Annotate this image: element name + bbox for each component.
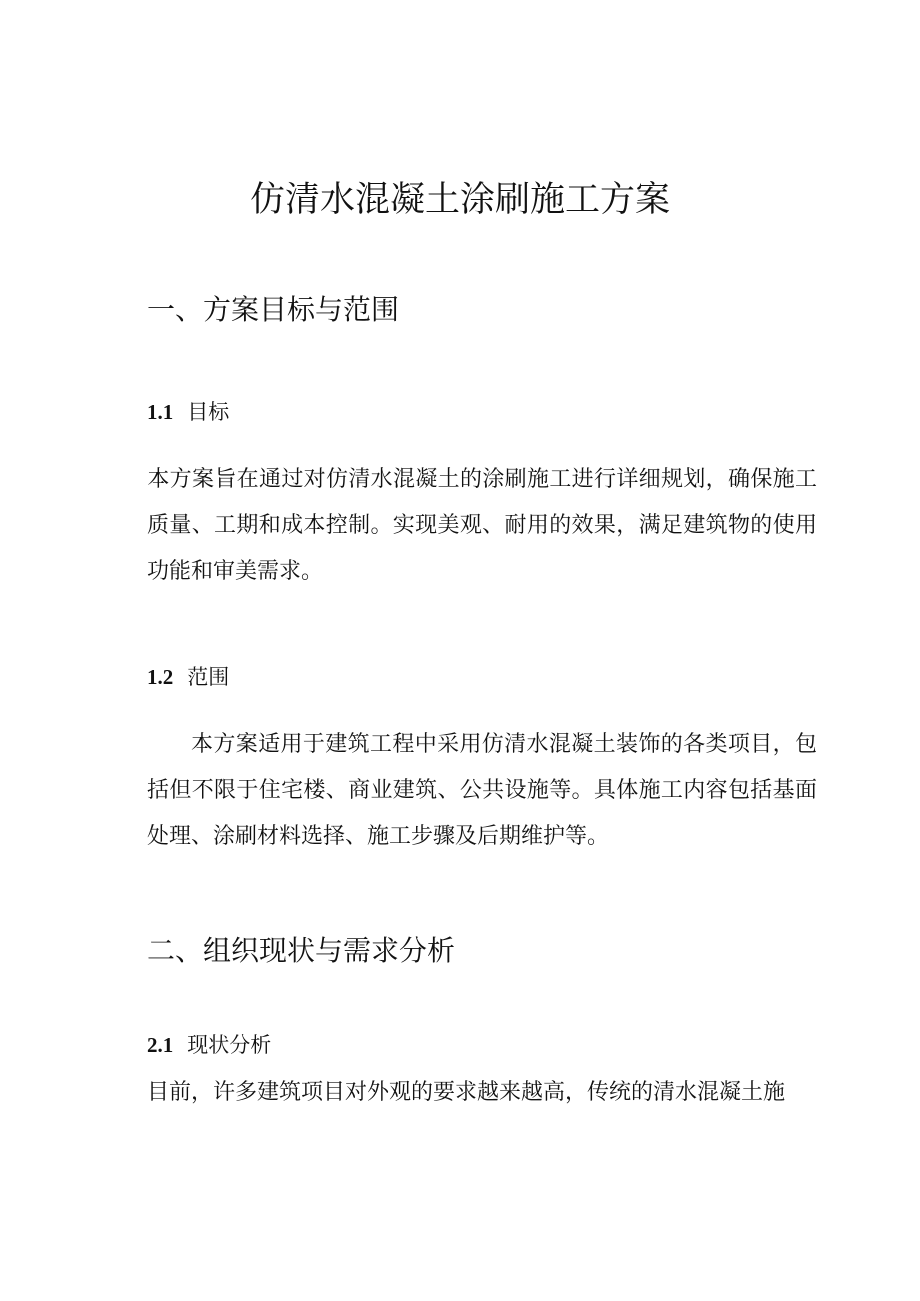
- paragraph-text: 本方案适用于建筑工程中采用仿清水混凝土装饰的各类项目，包括但不限于住宅楼、商业建筑、公共设施等。具体施工内容包括基面处理、涂刷材料选择、施工步骤及后期维护等。: [147, 732, 817, 849]
- subsection-number: 1.1: [147, 400, 174, 424]
- section-heading-2: 二、组织现状与需求分析: [147, 934, 456, 967]
- section-heading-1: 一、方案目标与范围: [147, 293, 400, 326]
- paragraph-text: 本方案旨在通过对仿清水混凝土的涂刷施工进行详细规划，确保施工质量、工期和成本控制。实现美观、耐用的效果，满足建筑物的使用功能和审美需求。: [147, 467, 817, 584]
- subsection-title: 范围: [187, 665, 230, 689]
- subsection-heading-1-1: [147, 397, 229, 427]
- page-title: 仿清水混凝土涂刷施工方案: [249, 180, 670, 220]
- subsection-heading-1-2: [147, 662, 229, 692]
- subsection-title: 目标: [187, 400, 230, 424]
- subsection-number: 2.1: [147, 1033, 174, 1057]
- subsection-title: 现状分析: [187, 1033, 272, 1057]
- paragraph-1-2: [147, 722, 817, 860]
- subsection-heading-2-1: [147, 1030, 271, 1060]
- paragraph-1-1-text: [147, 457, 817, 595]
- subsection-number: 1.2: [147, 665, 174, 689]
- paragraph-2-1: [147, 1070, 817, 1116]
- paragraph-text: 目前，许多建筑项目对外观的要求越来越高，传统的清水混凝土施: [147, 1080, 786, 1105]
